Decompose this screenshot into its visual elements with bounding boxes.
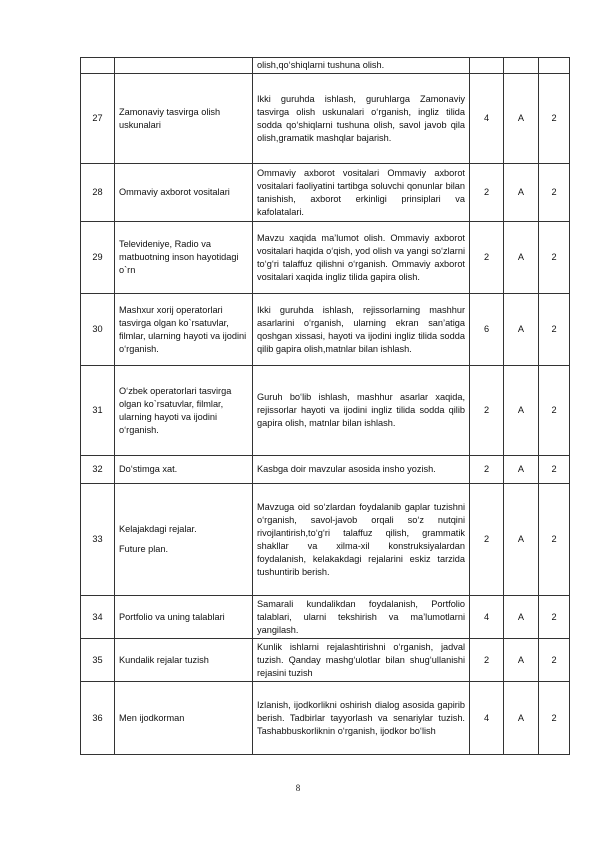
cell-hours: 2 <box>470 222 504 294</box>
table-row <box>81 74 570 164</box>
cell-description: Guruh bo‘lib ishlash, mashhur asarlar xaqida, rejissorlar hayoti va ijodini ingliz tilida sodda qilib gapira olish, matnlar bilan ishlash. <box>253 366 470 456</box>
cell-num <box>81 58 115 74</box>
cell-hours: 4 <box>470 682 504 755</box>
table-row <box>81 484 570 596</box>
topic-text: Future plan. <box>119 544 169 554</box>
cell-credit: 2 <box>539 74 570 164</box>
cell-num: 36 <box>81 682 115 755</box>
cell-num: 33 <box>81 484 115 596</box>
topic-text: Ommaviy axborot vositalari <box>119 187 230 197</box>
page-number: 8 <box>295 783 301 793</box>
cell-num: 27 <box>81 74 115 164</box>
topic-text: O‘zbek operatorlari tasvirga olgan ko`rsatuvlar, filmlar, ularning hayoti va ijodini o‘rganish. <box>119 385 232 435</box>
cell-hours: 2 <box>470 456 504 484</box>
table-row <box>81 222 570 294</box>
cell-credit: 2 <box>539 222 570 294</box>
cell-type: A <box>504 366 539 456</box>
cell-description: Mavzuga oid so‘zlardan foydalanib gaplar tuzishni o‘rganish, savol-javob orqali so‘z nutqini rivojlantirish,to‘g‘ri talaffuz qilish, grammatik shakllar va xilma-xil konstruksiyalardan foydalanish, kelakakdagi rejalarini eskiz tarzida tushuntirib berish. <box>253 484 470 596</box>
cell-num: 35 <box>81 639 115 682</box>
cell-credit: 2 <box>539 294 570 366</box>
cell-topic <box>115 294 253 366</box>
cell-description: olish,qo‘shiqlarni tushuna olish. <box>253 58 470 74</box>
cell-type: A <box>504 294 539 366</box>
cell-type: A <box>504 484 539 596</box>
cell-topic <box>115 682 253 755</box>
cell-type <box>504 58 539 74</box>
table-row <box>81 456 570 484</box>
cell-topic <box>115 164 253 222</box>
cell-credit: 2 <box>539 596 570 639</box>
cell-topic <box>115 74 253 164</box>
cell-type: A <box>504 164 539 222</box>
topic-text: Kelajakdagi rejalar. <box>119 524 197 534</box>
cell-topic <box>115 366 253 456</box>
table-row <box>81 596 570 639</box>
cell-hours: 2 <box>470 164 504 222</box>
cell-num: 32 <box>81 456 115 484</box>
cell-hours: 6 <box>470 294 504 366</box>
cell-hours: 2 <box>470 639 504 682</box>
cell-description: Izlanish, ijodkorlikni oshirish dialog asosida gapirib berish. Tadbirlar tayyorlash va senariylar tuzish. Tashabbuskorliknin o‘rganish, ijodkor bo‘lish <box>253 682 470 755</box>
cell-num: 29 <box>81 222 115 294</box>
table-row <box>81 366 570 456</box>
cell-num: 28 <box>81 164 115 222</box>
cell-topic <box>115 222 253 294</box>
cell-credit <box>539 58 570 74</box>
cell-credit: 2 <box>539 366 570 456</box>
cell-description: Samarali kundalikdan foydalanish, Portfolio talablari, ularni tekshirish va ma’lumotlarni yangilash. <box>253 596 470 639</box>
cell-credit: 2 <box>539 639 570 682</box>
table-row <box>81 639 570 682</box>
cell-credit: 2 <box>539 484 570 596</box>
cell-num: 30 <box>81 294 115 366</box>
topic-text: Zamonaviy tasvirga olish uskunalari <box>119 106 221 130</box>
cell-type: A <box>504 456 539 484</box>
cell-hours: 2 <box>470 484 504 596</box>
cell-hours: 2 <box>470 366 504 456</box>
cell-type: A <box>504 74 539 164</box>
table-row-continued <box>81 58 570 74</box>
cell-num: 34 <box>81 596 115 639</box>
cell-topic <box>115 456 253 484</box>
cell-description: Ikki guruhda ishlash, rejissorlarning mashhur asarlarini o‘rganish, ularning ekran san’atiga qoshgan xissasi, hayoti va ijodini ingliz tilida sodda qilib gapira olish,matnlar bilan ishlash. <box>253 294 470 366</box>
cell-hours <box>470 58 504 74</box>
cell-credit: 2 <box>539 164 570 222</box>
cell-num: 31 <box>81 366 115 456</box>
cell-type: A <box>504 596 539 639</box>
cell-credit: 2 <box>539 682 570 755</box>
cell-hours: 4 <box>470 596 504 639</box>
topic-text: Televideniye, Radio va matbuotning inson hayotidagi o`rn <box>119 239 239 275</box>
cell-topic <box>115 596 253 639</box>
cell-hours: 4 <box>470 74 504 164</box>
cell-type: A <box>504 222 539 294</box>
cell-topic <box>115 58 253 74</box>
cell-credit: 2 <box>539 456 570 484</box>
topic-text: Kundalik rejalar tuzish <box>119 654 209 665</box>
table-row <box>81 294 570 366</box>
cell-description: Kasbga doir mavzular asosida insho yozish. <box>253 456 470 484</box>
cell-topic <box>115 484 253 596</box>
topic-text: Men ijodkorman <box>119 712 185 723</box>
topic-text: Do‘stimga xat. <box>119 464 178 474</box>
topic-text: Portfolio va uning talablari <box>119 611 225 622</box>
cell-description: Ommaviy axborot vositalari Ommaviy axborot vositalari faoliyatini tartibga soluvchi qonunlar bilan tanishish, axborot erkinligi prinsiplari va kafolatalari. <box>253 164 470 222</box>
cell-type: A <box>504 639 539 682</box>
cell-description: Kunlik ishlarni rejalashtirishni o‘rganish, jadval tuzish. Qanday mashg‘ulotlar bilan shug‘ullanishi rejasini tuzish <box>253 639 470 682</box>
cell-description: Ikki guruhda ishlash, guruhlarga Zamonaviy tasvirga olish uskunalari o‘rganish, ingliz tilida sodda qo‘shiqlarni tushuna olish, savol javob qila olish,gramatik mashqlar bajarish. <box>253 74 470 164</box>
table-row <box>81 682 570 755</box>
cell-type: A <box>504 682 539 755</box>
cell-description: Mavzu xaqida ma’lumot olish. Ommaviy axborot vositalari haqida o‘qish, yod olish va yangi so‘zlarni to‘g‘ri talaffuz qilishni o‘rganish. Ommaviy axborot vositalari xaqida ingliz tilida gapira olish. <box>253 222 470 294</box>
table-row <box>81 164 570 222</box>
cell-topic <box>115 639 253 682</box>
curriculum-table <box>80 57 570 755</box>
topic-text: Mashxur xorij operatorlari tasvirga olgan ko`rsatuvlar, filmlar, ularning hayoti va ijodini o‘rganish. <box>119 304 247 354</box>
